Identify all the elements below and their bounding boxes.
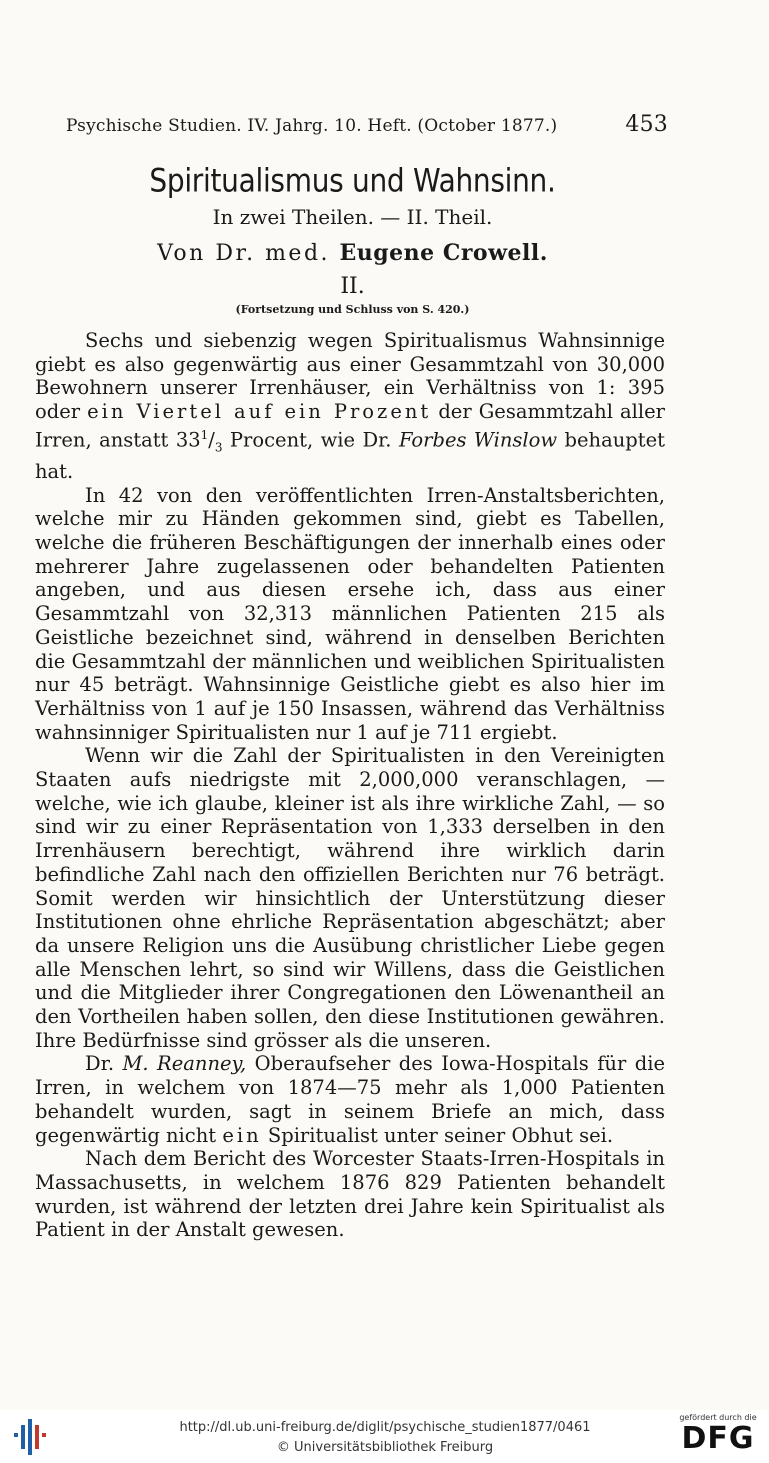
author-prefix: Von Dr. med. — [157, 241, 331, 266]
paragraph-5: Nach dem Bericht des Worcester Staats-Irren-Hospitals in Massachusetts, in welchem 1876 829 Patienten behandelt wurden, ist während der letzten drei Jahre kein Spiritualist als Patient in der Anstalt gewesen. — [35, 1147, 665, 1242]
paragraph-text: Spiritualist unter seiner Obhut sei. — [261, 1123, 614, 1147]
dfg-mark: DFG — [681, 1421, 755, 1456]
author-line — [0, 240, 705, 266]
spaced-emphasis: ein Viertel auf ein Prozent — [87, 400, 432, 424]
dfg-logo[interactable] — [675, 1413, 761, 1461]
author-name: Eugene Crowell. — [339, 240, 548, 266]
paragraph-text: Procent, wie Dr. — [222, 428, 399, 452]
viewer-footer — [0, 1410, 769, 1463]
paragraph-text: der Gesammtzahl aller Irren, anstatt 33 — [35, 400, 665, 452]
person-name: M. Reanney, — [122, 1052, 247, 1076]
permalink-url[interactable]: http://dl.ub.uni-freiburg.de/diglit/psychische_studien1877/0461 — [179, 1420, 591, 1435]
article-subtitle: In zwei Theilen. — II. Theil. — [212, 205, 493, 229]
paragraph-text: Dr. — [85, 1052, 123, 1076]
section-numeral: II. — [340, 274, 365, 299]
paragraph-1: Sechs und siebenzig wegen Spiritualismus Wahnsinnige giebt es also gegenwärtig aus einer Gesammtzahl von 30,000 Bewohnern unserer Irrenhäuser, ein Verhältniss von 1: 395 oder ein Viertel auf ein Prozent der Gesammtzahl aller Irren, anstatt $33^1/_3$ Procent, wie Dr. Forbes Winslow behauptet hat. — [35, 329, 665, 483]
copyright-text: © Universitätsbibliothek Freiburg — [276, 1440, 494, 1455]
article-body — [35, 329, 665, 1242]
running-head — [66, 112, 668, 137]
person-name: Forbes Winslow — [398, 428, 558, 452]
paragraph-text: Sechs und siebenzig wegen Spiritualismus Wahnsinnige giebt es also gegenwärtig aus einer Gesammtzahl von 30,000 Bewohnern unserer Irrenhäuser, ein Verhältniss von 1: 395 oder — [35, 329, 665, 424]
dfg-caption: gefördert durch die — [679, 1413, 757, 1422]
paragraph-4 — [35, 1052, 665, 1147]
fraction-denominator: 3 — [214, 440, 223, 455]
ub-freiburg-logo-icon[interactable] — [10, 1417, 50, 1457]
paragraph-2: In 42 von den veröffentlichten Irren-Anstaltsberichten, welche mir zu Händen gekommen sind, giebt es Tabellen, welche die früheren Beschäftigungen der innerhalb eines oder mehrerer Jahre zugelassenen oder behandelten Patienten angeben, und aus diesen ersehe ich, dass aus einer Gesammtzahl von 32,313 männlichen Patienten 215 als Geistliche bezeichnet sind, während in denselben Berichten die Gesammtzahl der männlichen und weiblichen Spiritualisten nur 45 beträgt. Wahnsinnige Geistliche giebt es also hier im Verhältniss von 1 auf je 150 Insassen, während das Verhältniss wahnsinniger Spiritualisten nur 1 auf je 711 ergiebt. — [35, 483, 665, 744]
article-title: Spiritualismus und Wahnsinn. — [149, 161, 556, 200]
fraction-numerator: 1 — [200, 427, 209, 442]
running-head-text: Psychische Studien. IV. Jahrg. 10. Heft. (October 1877.) — [66, 116, 558, 136]
continuation-note: (Fortsetzung und Schluss von S. 420.) — [235, 303, 470, 316]
spaced-emphasis: ein — [222, 1123, 262, 1147]
paragraph-3: Wenn wir die Zahl der Spiritualisten in den Vereinigten Staaten aufs niedrigste mit 2,000,000 veranschlagen, — welche, wie ich glaube, kleiner ist als ihre wirkliche Zahl, — so sind wir zu einer Repräsentation von 1,333 derselben in den Irrenhäusern berechtigt, während ihre wirklich darin befindliche Zahl nach den offiziellen Berichten nur 76 beträgt. Somit werden wir hinsichtlich der Unterstützung dieser Institutionen ohne ehrliche Repräsentation abgeschätzt; aber da unsere Religion uns die Ausübung christlicher Liebe gegen alle Menschen lehrt, so sind wir Willens, dass die Geistlichen und die Mitglieder ihrer Congregationen den Löwenantheil an den Vortheilen haben sollen, den diese Institutionen gewähren. Ihre Bedürfnisse sind grösser als die unseren. — [35, 744, 665, 1052]
page-number: 453 — [625, 112, 668, 137]
paragraph-text: behauptet hat. — [35, 428, 665, 483]
paragraph-text: Oberaufseher des Iowa-Hospitals für die Irren, in welchem von 1874—75 mehr als 1,000 Patienten behandelt wurden, sagt in seinem Briefe an mich, dass gegenwärtig nicht — [35, 1052, 665, 1147]
